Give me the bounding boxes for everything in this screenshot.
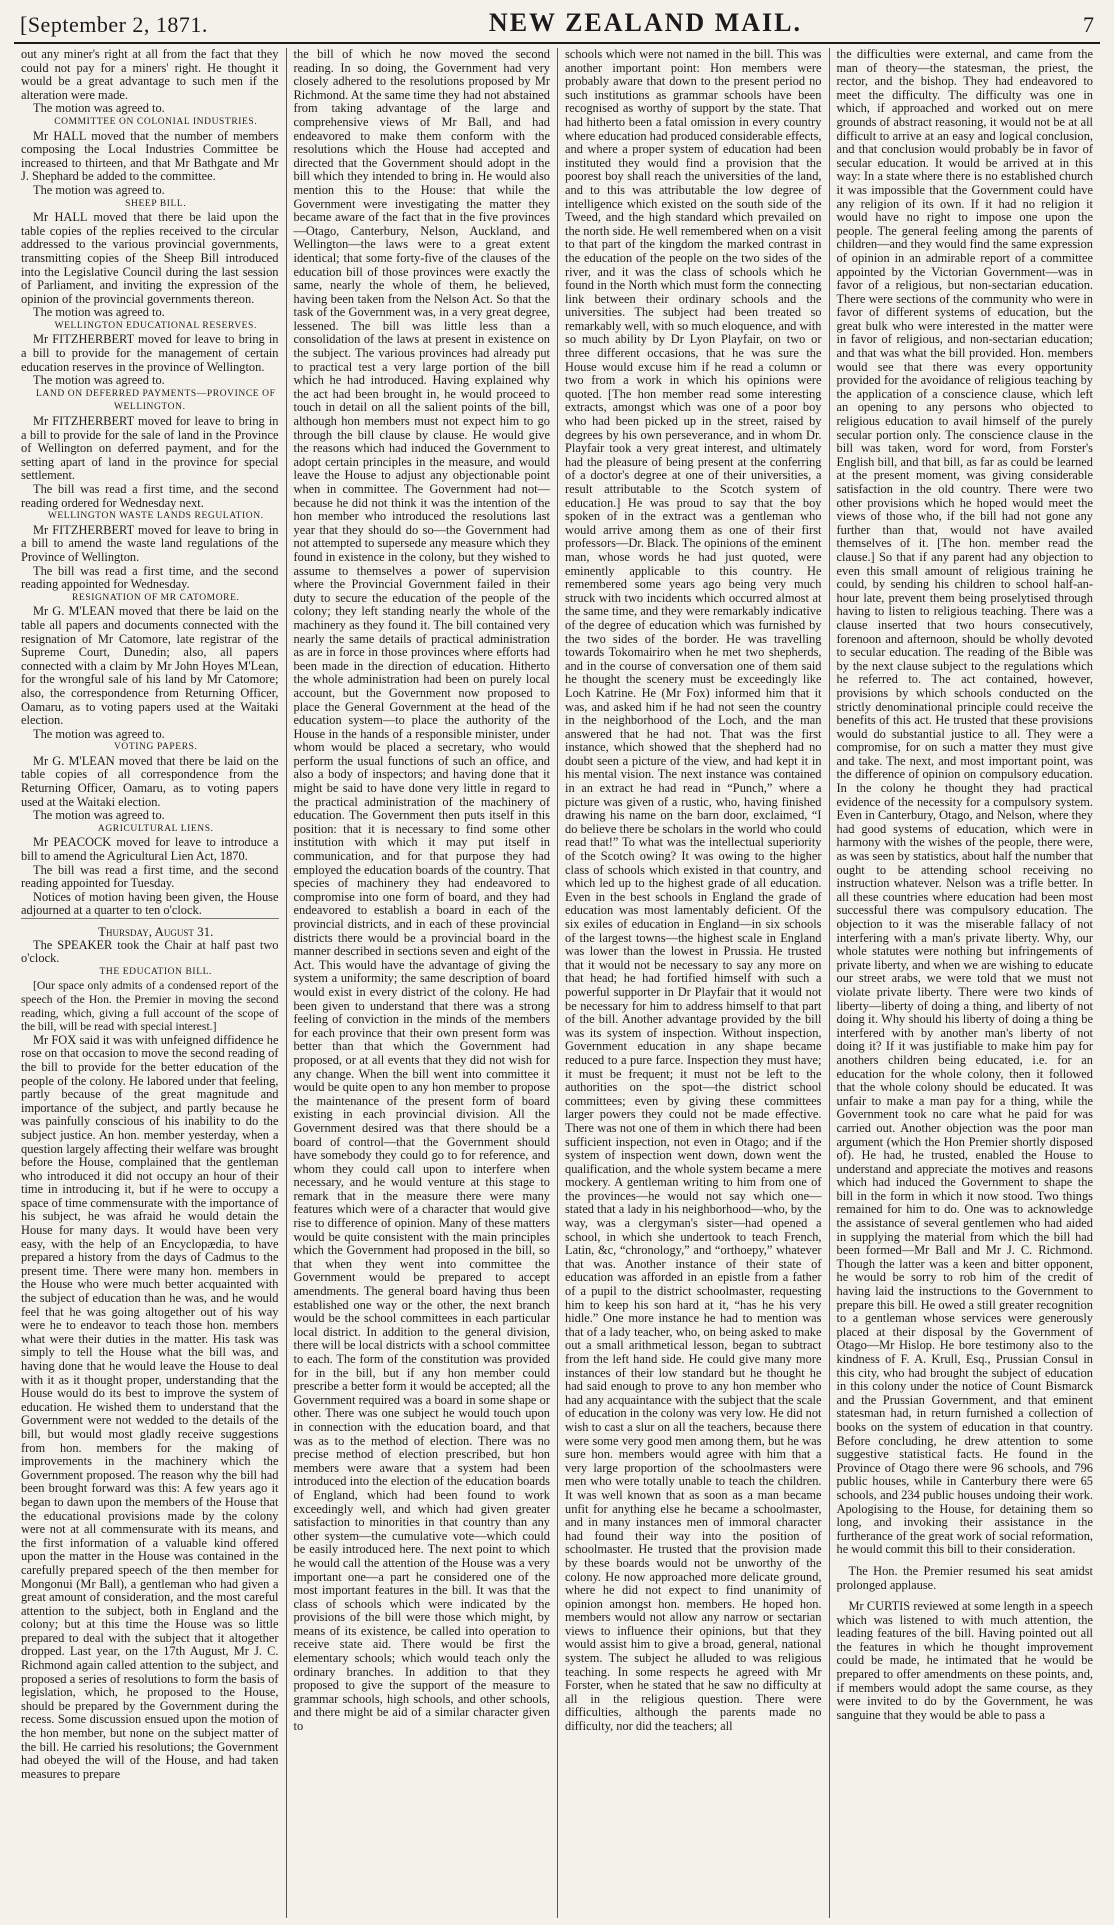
column-2 <box>286 48 558 1918</box>
paragraph: Mr PEACOCK moved for leave to introduce a bill to amend the Agricultural Lien Act, 1870. <box>21 835 279 864</box>
column-4 <box>829 48 1101 1918</box>
paragraph: Notices of motion having been given, the House adjourned at a quarter to ten o'clock. <box>21 889 279 918</box>
paragraph: Mr G. M'LEAN moved that there be laid on the table all papers and documents connected with the resignation of Mr Catomore, late registrar of the Supreme Court, Dunedin; also, all papers connected with a claim by Mr John Hoyes M'Lean, for the wrongful sale of his land by Mr Catomore; also, the correspondence from Returning Officer, Oamaru, as to voting papers used at the Waitaki election. <box>21 604 279 728</box>
section-heading: AGRICULTURAL LIENS. <box>97 823 214 834</box>
day-heading: Thursday, August 31. <box>21 918 279 939</box>
paragraph: The motion was agreed to. <box>33 182 165 197</box>
paragraph: Mr HALL moved that the number of members composing the Local Industries Committee be increased to thirteen, and that Mr Bathgate and Mr J. Shephard be added to the committee. <box>21 128 279 184</box>
paragraph: The SPEAKER took the Chair at half past two o'clock. <box>21 937 279 966</box>
paragraph: out any miner's right at all from the fact that they could not pay for a miners' right. He thought it would be a great advantage to such men if the alteration were made. <box>21 48 279 102</box>
paragraph: The motion was agreed to. <box>33 726 165 741</box>
paragraph: The bill was read a first time, and the second reading appointed for Wednesday. <box>21 563 279 592</box>
issue-date: [September 2, 1871. <box>20 12 208 37</box>
section-heading: THE EDUCATION BILL. <box>99 966 212 977</box>
paragraph: Mr CURTIS reviewed at some length in a speech which was listened to with much attention, the leading features of the bill. Having pointed out all the features in which he thought improvement could be made, he intimated that he would be prepared to offer amendments on these points, and, if members would adopt the same course, as they were invited to do by the Government, he was sanguine that they would be able to pass a <box>836 1599 1093 1722</box>
paragraph: the bill of which he now moved the second reading. In so doing, the Government had very closely adhered to the resolutions proposed by Mr Richmond. At the same time they had not abstained from taking advantage of the large and comprehensive views of Mr Ball, and had endeavored to make them conform with the resolutions which the House had accepted and directed that the Government should adopt in the bill which they intended to bring in. He would also mention this to the House: that while the Government were investigating the matter they became aware of the fact that in the five provinces—Otago, Canterbury, Nelson, Auckland, and Wellington—the laws were to a great extent identical; that some forty-five of the clauses of the education bill of those provinces were exactly the same, nearly the whole of them, he believed, having been taken from the Nelson Act. So that the task of the Government was, in a very great degree, lessened. The bill was little less than a consolidation of the laws at present in existence on the subject. The various provinces had already put to practical test a very large portion of the bill which he had introduced. Having explained why the act had been brought in, he would proceed to touch in detail on all the salient points of the bill, although hon members must not expect him to go through the bill clause by clause. He would give the reasons which had induced the Government to adopt certain principles in the measure, and would leave the House to adjust any objectionable point when in committee. The Government had not—because he did not think it was the intention of the hon member who introduced the resolutions last year that they should do so—the Government had not attempted to supersede any measure which they found in existence in the colony, but they wished to assume to themselves a power of supervision where the Provincial Government failed in their duty to secure the education of the people of the colony; they left standing nearly the whole of the machinery as they found it. The bill contained very nearly the same details of practical administration as are in force in those provinces where efforts had been made in the direction of education. Hitherto the whole administration had been on purely local account, but the Government now proposed to place the General Government at the head of the education system—to place the authority of the House in the hands of a responsible minister, under whom would be placed a secretary, who would perform the usual functions of such an office, and also a body of inspectors; and having done that it might be said to have done very little in regard to the practical administration of the machinery of education. The Government then puts itself in this position: that it is necessary to find some other institution with which it may put itself in communication, and for that purpose they had employed the education boards of the country. That species of machinery they had endeavored to compromise into one form of board, and they had endeavored to establish a board in each of the provincial districts, and in each of these provincial districts there would be a provincial board in the manner described in sections seven and eight of the Act. This would have the advantage of giving the system a uniformity; the same description of board would exist in every district of the colony. He had been given to understand that there was a strong feeling of conviction in the minds of the members for each province that their own present form was better than that which the Government had proposed, or at all events that they did not wish for any change. When the bill went into committee it would be quite open to any hon member to propose the maintenance of the present form of board existing in each provincial division. All the Government desired was that there should be a board of control—that the Government should have somebody they could go to for reference, and whom they could call upon to interfere when necessary, and he would venture at this stage to remark that in the measure there were many features which were of a character that would give rise to difference of opinion. Many of these matters would be quite consistent with the main principles which the Government had proposed in the bill, so that when they went into committee the Government would be prepared to accept amendments. The general board having thus been established one way or the other, the next branch would be the school committees in each particular local district. In addition to the general division, there will be local districts with a school committee to each. The form of the constitution was provided for in the bill, but if any hon member could prescribe a better form it would be accepted; all the Government required was a board in some shape or other. There was one subject he would touch upon in connection with the education board, and that was as to the method of election. There was no precise method of election prescribed, but hon members were aware that a system had been introduced into the election of the education boards of England, which had been found to work exceedingly well, and which had given greater satisfaction to minorities in that country than any other system—the cumulative vote—which could be easily introduced here. The next point to which he would call the attention of the House was a very important one—a part he considered one of the most important features in the bill. It was that the class of schools which were indicated by the provisions of the bill were those which might, by means of its existence, be called into operation to receive state aid. There would be first the elementary schools; which would teach only the ordinary branches. In addition to that they proposed to give the support of the measure to grammar schools, high schools, and other schools, and there might be aid of a similar character given to <box>293 48 550 1734</box>
masthead-title: NEW ZEALAND MAIL. <box>488 8 802 37</box>
section-heading: SHEEP BILL. <box>125 198 187 209</box>
paragraph: Mr FOX said it was with unfeigned diffidence he rose on that occasion to move the second reading of the bill to provide for the better education of the people of the colony. He labored under that feeling, partly because of the great magnitude and importance of the subject, and partly because he was painfully conscious of his inability to do the subject justice. An hon. member yesterday, when a question largely affecting their welfare was brought before the House, complained that the gentleman who introduced it did not occupy an hour of their time in introducing it, but if he were to occupy a space of time commensurate with the importance of his subject, he was afraid he would detain the House for many days. It would have been very easy, with the help of an Encyclopædia, to have prepared a history from the days of Cadmus to the present time. There were many hon. members in the House who were much better acquainted with the subject of education than he was, and he would feel that he was going altogether out of his way were he to endeavor to teach those hon. members what were their duties in the matter. His task was simply to tell the House what the bill was, and having done that he would leave the House to deal with it as it thought proper, understanding that the House would do its best to improve the system of education. He wished them to understand that the Government were not wedded to the details of the bill, but would most gladly receive suggestions from hon. members for the making of improvements in the machinery which the Government proposed. The reason why the bill had been brought forward was this: A few years ago it began to dawn upon the members of the House that the educational provisions made by the colony were not at all commensurate with its means, and the first information of a valuable kind offered upon the matter in the House was contained in the carefully prepared speech of the then member for Mongonui (Mr Ball), a gentleman who had given a great amount of consideration, and the most careful attention to the subject, both in England and the colony; but at this time the House was so little prepared to deal with the subject that it altogether dropped. Last year, on the 17th August, Mr J. C. Richmond again called attention to the subject, and proposed a series of resolutions to form the basis of legislation, which, he proposed to the House, should be prepared by the Government during the recess. Some discussion ensued upon the motion of the hon member, but none on the subject matter of the bill. He carried his resolutions; the Government had obeyed the will of the House, and had taken measures to prepare <box>21 1032 279 1781</box>
paragraph: The motion was agreed to. <box>33 808 165 823</box>
paragraph: Mr HALL moved that there be laid upon the table copies of the replies received to the circular addressed to the various provincial governments, transmitting copies of the Sheep Bill introduced into the Legislative Council during the last session of Parliament, and inviting the expression of the opinion of the provincial governments thereon. <box>21 210 279 306</box>
column-1 <box>14 48 286 1918</box>
paragraph: The motion was agreed to. <box>33 373 165 388</box>
paragraph: Mr FITZHERBERT moved for leave to bring in a bill to provide for the sale of land in the Province of Wellington on deferred payment, and for the setting apart of land in the province for special settlement. <box>21 414 279 483</box>
section-heading: COMMITTEE ON COLONIAL INDUSTRIES. <box>54 116 258 127</box>
article-columns <box>14 48 1100 1918</box>
paragraph: The Hon. the Premier resumed his seat amidst prolonged applause. <box>836 1563 1093 1592</box>
section-heading: LAND ON DEFERRED PAYMENTS—PROVINCE OF WELLINGTON. <box>36 388 276 413</box>
paragraph: The bill was read a first time, and the second reading ordered for Wednesday next. <box>21 482 279 510</box>
page-header <box>14 6 1100 44</box>
paragraph: The bill was read a first time, and the second reading appointed for Tuesday. <box>21 862 279 891</box>
section-heading: RESIGNATION OF MR CATOMORE. <box>71 592 240 603</box>
page-number: 7 <box>1083 12 1094 37</box>
paragraph: The motion was agreed to. <box>33 101 165 116</box>
paragraph: The motion was agreed to. <box>33 305 165 320</box>
paragraph: the difficulties were external, and came from the man of theory—the statesman, the priest, the rector, and the bishop. They had endeavored to meet the difficulty. The difficulty was one in which, if approached and worked out on mere grounds of abstract reasoning, it would not be at all difficult to arrive at an easy and logical conclusion, and that conclusion would probably be in favor of secular education. It would be arrived at in this way: In a state where there is no established church it was impossible that the Government could have any religion of its own. If it had no religion it would have no right to impose one upon the people. The general feeling among the parents of children—and they would find the same expression of opinion in an admirable report of a committee appointed by the Victorian Government—was in favor of a religious, but non-sectarian education. There were sections of the community who were in favor of different systems of education, but the great bulk who were interested in the matter were in favor of religious, and non-sectarian education; and that was what the bill provided. Hon. members would see that there was every opportunity provided for the avoidance of religious teaching by the application of a conscience clause, which left an opening to any persons who objected to religious education to avail himself of the purely secular portion only. The conscience clause in the bill was taken, word for word, from Forster's English bill, and that bill, as far as could be learned at the present moment, was giving considerable satisfaction in the old country. There were two other provisions which he hoped would meet the views of those who, if the bill had not gone any further than that, would not have availed themselves of it. [The hon. member read the clause.] So that if any parent had any objection to even this small amount of religious training he could, by sending his children to school half-an-hour late, prevent them being proselytised through having to listen to religious teaching. There was a clause inserted that two hours consecutively, forenoon and afternoon, should be wholly devoted to secular education. The reading of the Bible was by the next clause subject to the regulations which he referred to. The act contained, however, provisions by which schools conducted on the strictly denominational principle could receive the benefits of this act. He trusted that these provisions would do substantial justice to all. They were a compromise, for on such a matter they must give and take. The next, and most important point, was the difference of opinion on compulsory education. In the colony he thought they had practical evidence of the necessity for a compulsory system. Even in Canterbury, Otago, and Nelson, where they had good systems of education, which were in harmony with the wishes of the people, there were, as was seen by statistics, about half the number that ought to be attending school receiving no instruction whatever. Nelson was a trifle better. In all these countries where education had been most successful there was compulsory education. The objection to it was the miserable fallacy of not interfering with a man's private liberty. Why, our whole statutes were nothing but infringements of private liberty, and when we are wishing to educate our street arabs, we were told that we must not violate private liberty. There were two kinds of liberty—liberty of doing a thing, and liberty of not doing it. Why should his liberty of doing a thing be interfered with by another man's liberty of not doing it? If it was justifiable to make him pay for anothers children being educated, i.e. for an education for the whole colony, then it followed that the whole colony should be educated. It was unfair to make a man pay for a thing, while the Government took no care what he paid for was carried out. Another objection was the poor man argument (which the Hon Premier shortly disposed of). He had, he trusted, enabled the House to understand and appreciate the motives and reasons which had induced the Government to shape the bill in the form in which it now stood. Two things remained for him to do. One was to acknowledge the assistance of several gentlemen who had aided in supplying the material from which the bill had been formed—Mr Ball and Mr J. C. Richmond. Though the latter was a keen and bitter opponent, he would be sorry to rob him of the credit of having laid the instructions to the Government to prepare this bill. He owed a still greater recognition to a gentleman whose services were generously placed at their disposal by the Government of Otago—Mr Hislop. He bore testimony also to the kindness of F. A. Krull, Esq., Prussian Consul in this city, who had brought the subject of education in this colony under the notice of Count Bismarck and the Prussian Government, and that eminent statesman had, in return furnished a collection of books on the system of education in that country. Before concluding, he drew attention to some suggestive statistical facts. He found in the Province of Otago there were 96 schools, and 796 public houses, while in Canterbury there were 65 schools, and 234 public houses undoing their work. Apologising to the House, for detaining them so long, and invoking their assistance in the furtherance of the great work of social reformation, he would commit this bill to their consideration. <box>836 48 1093 1557</box>
paragraph: schools which were not named in the bill. This was another important point: Hon members were probably aware that down to the present period no such institutions as grammar schools have been recognised as worthy of support by the state. That had hitherto been a fatal omission in every country where education had produced considerable effects, and where a proper system of education had been instituted they would find a provision that the poorest boy shall reach the universities of the land, and to this was attributable the low degree of intelligence which existed on the south side of the Tweed, and the high standard which prevailed on the north side. He well remembered when on a visit to that part of the kingdom the marked contrast in the education of the people on the two sides of the river, and it was the class of schools which he found in the North which must form the connecting link between their ordinary schools and the universities. The subject had been treated so remarkably well, with so much eloquence, and with so much ability by Dr Lyon Playfair, on two or three different occasions, that he was sure the House would excuse him if he read a column or two from a work in which his opinions were quoted. [The hon member read some interesting extracts, amongst which was one of a poor boy who had been picked up in the street, raised by degrees by his own perseverance, and in whom Dr. Playfair took a very great interest, and ultimately had the pleasure of being present at the conferring of a doctor's degree at one of their universities, a result attributable to the Scotch system of education.] He was proud to say that the boy spoken of in the extract was a gentleman who would arrive among them as one of their first professors—Dr. Black. The opinions of the eminent man, whose words he had just quoted, were eminently applicable to this country. He remembered some years ago being very much struck with two incidents which occurred almost at the same time, and they were remarkably indicative of the degree of education which was furnished by the two sides of the border. He was travelling towards Tokomairiro when he met two shepherds, and in the course of conversation one of them said he thought the scenery must be exceedingly like Loch Katrine. He (Mr Fox) informed him that it was, and asked him if he had not seen the country in the neighborhood of the Loch, and the man answered that he had not. That was the first instance, which showed that the shepherd had no doubt seen a picture of the view, and had kept it in his mental vision. The next instance was contained in an extract he had read in “Punch,” where a picture was given of a rustic, who, having finished drawing his name on the barn door, exclaimed, “I do believe there be scholars in the world who could read that!” To what was the intellectual superiority of the Scotch owing? It was owing to the higher class of schools which existed in that country, and which led up to the highest grade of all education. Even in the best schools in England the grade of education was most lamentably deficient. Of the six exiles of education in England—in six schools of the largest towns—the highest scale in England was lower than the lowest in Prussia. He trusted that it would not be necessary to say any more on that head; he had fortified himself with such a powerful supporter in Dr Playfair that it would not be necessary for him to address himself to that part of the bill. Another advantage provided by the bill was its system of inspection. Without inspection, Government education in any shape became reduced to a pure farce. Inspection they must have; it must be frequent; it must not be left to the authorities on the spot—the district school committees; even by giving these committees larger powers they could not be made effective. There was not one of them in which there had been sufficient inspection, not even in Otago; and if the system of inspection went down, down went the qualification, and the whole system became a mere mockery. A gentleman writing to him from one of the provinces—he would not say which one—stated that a lady in his neighborhood—who, by the way, was a clergyman's sister—had opened a school, in which she undertook to teach French, Latin, &c, “chronology,” and “orthoepy,” whatever that was. Another instance of their state of education was afforded in an epistle from a father of a pupil to the district schoolmaster, requesting him to keep his son hard at it, “has he his very hidle.” One more instance he had to mention was that of a lady teacher, who, on being asked to make out a small arithmetical lesson, began to subtract from the left hand side. He could give many more instances of their low standard but he thought he had said enough to prove to any hon member who had any acquaintance with the subject that the scale of education in the colony was very low. He did not wish to cast a slur on all the teachers, because there were some very good men among them, but he was sure hon. members would agree with him that a very large proportion of the schoolmasters were men who were totally unable to teach the children. It was well known that as soon as a man became unfit for anything else he became a schoolmaster, and in many instances men of immoral character had found their way into the position of schoolmaster. He trusted that the provision made by these boards would not be unworthy of the colony. He now approached more delicate ground, where he did not expect to find unanimity of opinion amongst hon. members. He hoped hon. members would not allow any narrow or sectarian views to influence their opinions, but that they would assist him to give a broad, general, national system. The subject he alluded to was religious teaching. In some respects he agreed with Mr Forster, when he stated that he saw no difficulty at all in the religious question. There were difficulties, although the parents made no difficulty, nor did the teachers; all <box>565 48 822 1734</box>
section-heading: WELLINGTON EDUCATIONAL RESERVES. <box>54 320 257 331</box>
paragraph: Mr FITZHERBERT moved for leave to bring in a bill to provide for the management of certain education reserves in the province of Wellington. <box>21 332 279 374</box>
section-heading: VOTING PAPERS. <box>113 742 198 753</box>
paragraph: Mr FITZHERBERT moved for leave to bring in a bill to amend the waste land regulations of the Province of Wellington. <box>21 522 279 564</box>
column-3 <box>557 48 829 1918</box>
editorial-note: [Our space only admits of a condensed report of the speech of the Hon. the Premier in moving the second reading, which, giving a full account of the scope of the bill, will be read with special interest.] <box>21 979 279 1034</box>
section-heading: WELLINGTON WASTE LANDS REGULATION. <box>47 511 264 522</box>
paragraph: Mr G. M'LEAN moved that there be laid on the table copies of all correspondence from the Returning Officer, Oamaru, as to voting papers used at the Waitaki election. <box>21 753 279 809</box>
